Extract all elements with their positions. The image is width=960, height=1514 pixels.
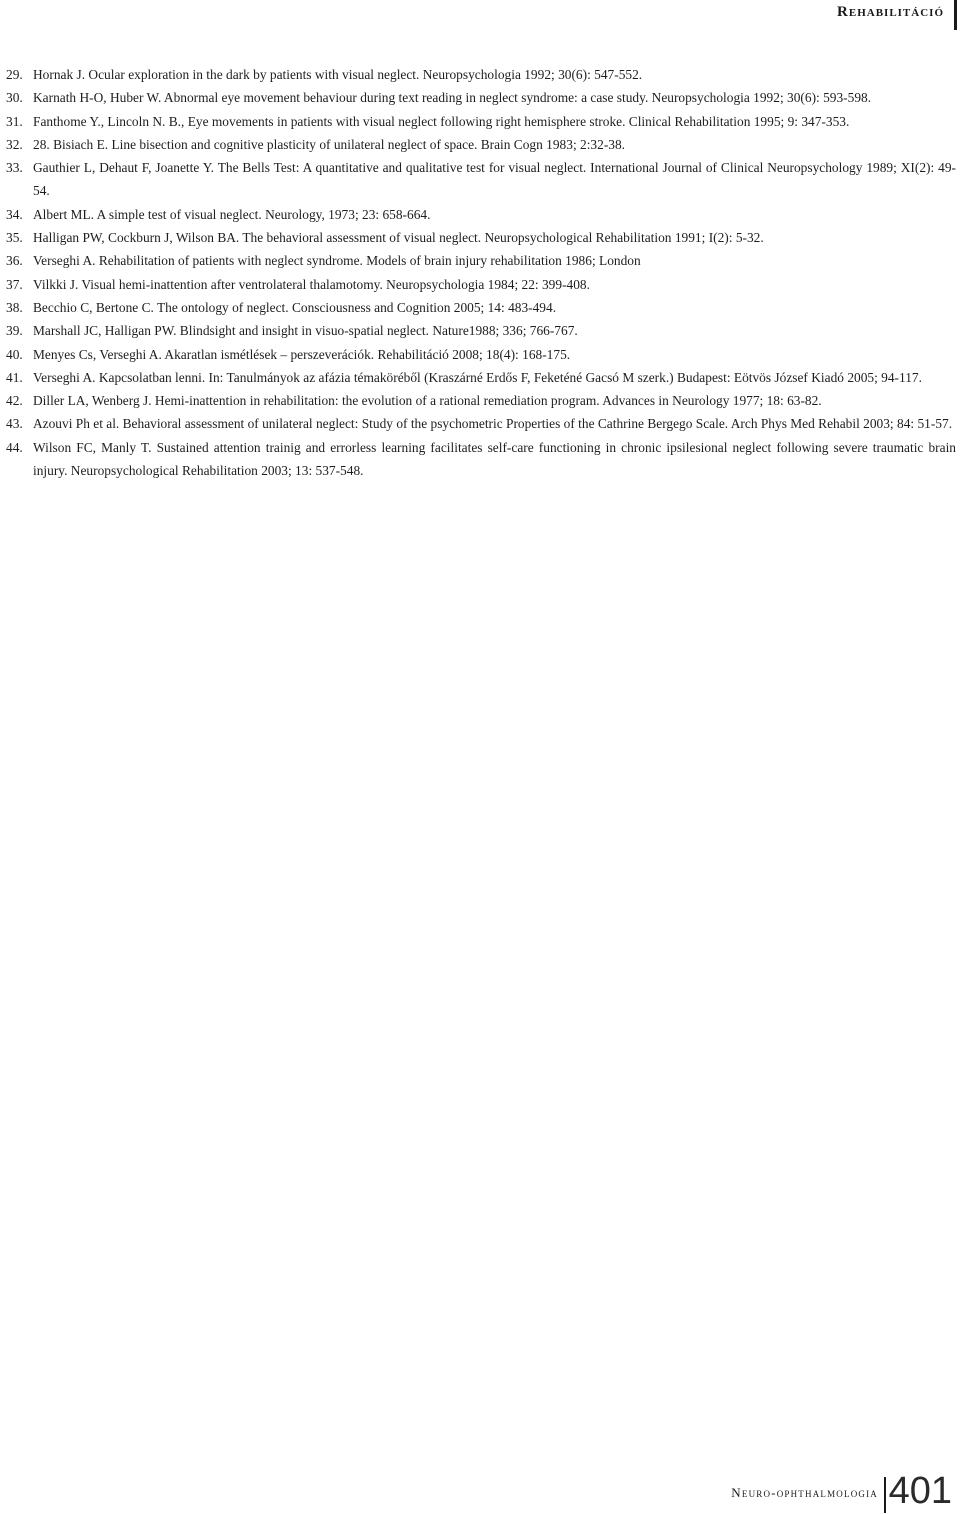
reference-number: 30. [6, 90, 23, 106]
page-header [0, 0, 960, 32]
reference-number: 41. [6, 369, 23, 385]
reference-number: 29. [6, 67, 23, 82]
footer-rule [884, 1477, 886, 1513]
reference-number: 35. [6, 230, 23, 246]
reference-item [6, 412, 956, 435]
reference-text: 28. Bisiach E. Line bisection and cognitive plasticity of unilateral neglect of space. Brain Cogn 1983; 2:32-38. [33, 136, 626, 152]
reference-number: 32. [6, 136, 23, 152]
reference-item [6, 296, 956, 319]
reference-text: Albert ML. A simple test of visual neglect. Neurology, 1973; 23: 658-664. [33, 206, 431, 222]
reference-number: 31. [6, 113, 23, 129]
page-number: 401 [888, 1470, 952, 1512]
reference-item [6, 389, 956, 412]
reference-item [6, 273, 956, 296]
reference-item [6, 366, 956, 389]
reference-item [6, 319, 956, 342]
journal-name: Neuro-ophthalmologia [731, 1485, 878, 1500]
reference-item [6, 203, 956, 226]
reference-text: Menyes Cs, Verseghi A. Akaratlan ismétlések – perszeverációk. Rehabilitáció 2008; 18(4): 168-175. [33, 346, 571, 362]
reference-number: 44. [6, 439, 23, 455]
reference-item [6, 249, 956, 272]
reference-text: Halligan PW, Cockburn J, Wilson BA. The behavioral assessment of visual neglect. Neuropsychological Rehabilitation 1991; I(2): 5-32. [33, 230, 764, 246]
reference-number: 40. [6, 346, 23, 362]
reference-item [6, 110, 956, 133]
reference-number: 42. [6, 393, 23, 409]
page-footer [0, 1465, 960, 1514]
reference-text: Vilkki J. Visual hemi-inattention after ventrolateral thalamotomy. Neuropsychologia 1984; 22: 399-408. [33, 276, 590, 292]
reference-number: 37. [6, 276, 23, 292]
reference-text: Diller LA, Wenberg J. Hemi-inattention in rehabilitation: the evolution of a rational remediation program. Advances in Neurology 1977; 18: 63-82. [33, 393, 822, 409]
reference-text: Fanthome Y., Lincoln N. B., Eye movements in patients with visual neglect following right hemisphere stroke. Clinical Rehabilitation 1995; 9: 347-353. [33, 113, 850, 129]
reference-item [6, 133, 956, 156]
reference-text: Wilson FC, Manly T. Sustained attention trainig and errorless learning facilitates self-care functioning in chronic ipsilesional neglect following severe traumatic brain injury. Neuropsychological Rehabilitation 2003; 13: 537-548. [33, 439, 956, 479]
reference-text: Verseghi A. Kapcsolatban lenni. In: Tanulmányok az afázia témaköréből (Kraszárné Erdős F, Feketéné Gacsó M szerk.) Budapest: Eötvös József Kiadó 2005; 94-117. [33, 369, 922, 385]
header-rule [954, 0, 957, 30]
reference-item [6, 86, 956, 109]
reference-text: Karnath H-O, Huber W. Abnormal eye movement behaviour during text reading in neglect syndrome: a case study. Neuropsychologia 1992; 30(6): 593-598. [33, 90, 872, 106]
reference-text: Gauthier L, Dehaut F, Joanette Y. The Bells Test: A quantitative and qualitative test for visual neglect. International Journal of Clinical Neuropsychology 1989; XI(2): 49-54. [33, 160, 956, 199]
reference-number: 38. [6, 299, 23, 315]
reference-item [6, 436, 956, 483]
reference-text: Hornak J. Ocular exploration in the dark by patients with visual neglect. Neuropsychologia 1992; 30(6): 547-552. [33, 67, 643, 82]
reference-list [6, 63, 956, 482]
reference-number: 34. [6, 206, 23, 222]
reference-text: Becchio C, Bertone C. The ontology of neglect. Consciousness and Cognition 2005; 14: 483-494. [33, 299, 557, 315]
section-title: Rehabilitáció [837, 4, 944, 20]
reference-number: 39. [6, 323, 23, 339]
reference-text: Marshall JC, Halligan PW. Blindsight and insight in visuo-spatial neglect. Nature1988; 336; 766-767. [33, 323, 578, 339]
reference-item [6, 156, 956, 203]
reference-item [6, 343, 956, 366]
reference-number: 33. [6, 160, 23, 176]
reference-number: 43. [6, 416, 23, 432]
reference-item [6, 226, 956, 249]
reference-text: Verseghi A. Rehabilitation of patients with neglect syndrome. Models of brain injury rehabilitation 1986; London [33, 253, 641, 269]
reference-item [6, 63, 956, 86]
reference-number: 36. [6, 253, 23, 269]
reference-text: Azouvi Ph et al. Behavioral assessment of unilateral neglect: Study of the psychometric Properties of the Cathrine Bergego Scale. Arch Phys Med Rehabil 2003; 84: 51-57. [33, 416, 953, 432]
